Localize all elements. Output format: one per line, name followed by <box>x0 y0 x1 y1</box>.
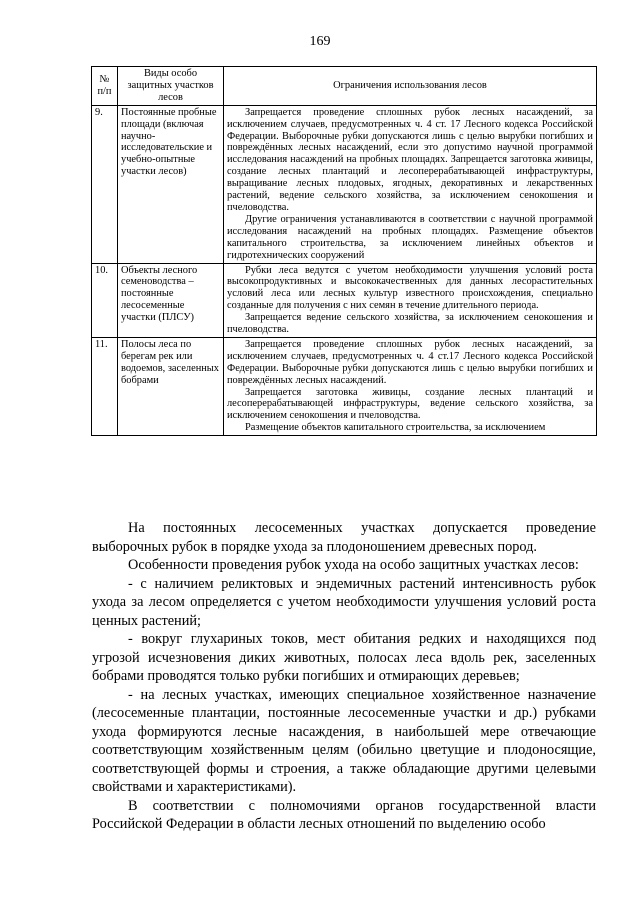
restriction-paragraph: Рубки леса ведутся с учетом необходимости улучшения условий роста высокопродуктивных и высококачественных для данных лесорастительных условий леса или лесных культур известного происхождения, специально созданные для получения с них семян в течение длительного периода. <box>227 264 593 312</box>
header-restrictions: Ограничения использования лесов <box>224 67 597 106</box>
row-area-type: Полосы леса по берегам рек или водоемов, заселенных бобрами <box>118 337 224 435</box>
row-area-type: Постоянные пробные площади (включая научно-исследовательские и учебно-опытные участки лесов) <box>118 105 224 263</box>
restriction-paragraph: Размещение объектов капитального строительства, за исключением <box>245 422 546 434</box>
table-row <box>92 105 597 263</box>
row-restrictions <box>224 105 597 263</box>
table-header-row <box>92 67 597 106</box>
row-restrictions <box>224 337 597 435</box>
restriction-paragraph: Запрещается проведение сплошных рубок лесных насаждений, за исключением случаев, предусмотренных ч. 4 ст.17 Лесного кодекса Российской Федерации. Выборочные рубки допускаются лишь с целью вырубки погибших и повреждённых лесных насаждений. <box>227 338 593 386</box>
header-area-type: Виды особо защитных участков лесов <box>118 67 224 106</box>
header-num: № п/п <box>92 67 118 106</box>
body-paragraph: Особенности проведения рубок ухода на особо защитных участках лесов: <box>128 557 579 573</box>
row-restrictions <box>224 263 597 337</box>
body-paragraph: В соответствии с полномочиями органов государственной власти Российской Федерации в области лесных отношений по выделению особо <box>92 797 596 832</box>
restriction-paragraph: Запрещается ведение сельского хозяйства, за исключением сенокошения и пчеловодства. <box>227 312 593 336</box>
body-paragraph: - вокруг глухариных токов, мест обитания редких и находящихся под угрозой исчезновения диких животных, полосах леса вдоль рек, заселенных бобрами проводятся только рубки погибших и отмирающих деревьев; <box>92 631 596 684</box>
restriction-paragraph: Запрещается заготовка живицы, создание лесных плантаций и лесоперерабатывающей инфраструктуры, ведение сельского хозяйства, за исключением сенокошения и пчеловодства. <box>227 386 593 422</box>
body-paragraph: - с наличием реликтовых и эндемичных растений интенсивность рубок ухода за лесом определяется с учетом необходимости улучшения условий роста ценных растений; <box>92 575 596 629</box>
row-num: 11. <box>92 337 118 435</box>
restriction-paragraph: Другие ограничения устанавливаются в соответствии с научной программой исследования насаждений на пробных площадях. Размещение объектов капитального строительства, за исключением линейных объектов и гидротехнических сооружений <box>227 213 593 261</box>
row-num: 10. <box>92 263 118 337</box>
body-paragraph: - на лесных участках, имеющих специальное хозяйственное назначение (лесосеменные плантации, постоянные лесосеменные участки и др.) рубками ухода формируются лесные насаждения, в наибольшей мере отвечающие соответствующим хозяйственным целям (обильно цветущие и плодоносящие, соответствующей формы и строения, а также обладающие другими целевыми свойствами и характеристиками). <box>92 686 596 795</box>
restriction-paragraph: Запрещается проведение сплошных рубок лесных насаждений, за исключением случаев, предусмотренных ч. 4 ст. 17 Лесного кодекса Российской Федерации. Выборочные рубки допускаются лишь с целью вырубки погибших и повреждённых лесных насаждений, если это допустимо научной программой исследования насаждений на пробных площадях. Запрещается заготовка живицы, создание лесных плантаций и лесоперерабатывающей инфраструктуры, выращивание лесных плодовых, ягодных, декоративных и лекарственных растений, ведение сельского хозяйства, за исключением сенокошения и пчеловодства. <box>227 106 593 213</box>
forest-restrictions-table <box>91 66 597 436</box>
page-number: 169 <box>309 34 331 49</box>
table-row <box>92 337 597 435</box>
body-paragraph: На постоянных лесосеменных участках допускается проведение выборочных рубок в порядке ухода за плодоношением древесных пород. <box>92 520 596 555</box>
row-num: 9. <box>92 105 118 263</box>
row-area-type: Объекты лесного семеноводства – постоянные лесосеменные участки (ПЛСУ) <box>118 263 224 337</box>
body-text <box>92 519 596 834</box>
table-row <box>92 263 597 337</box>
